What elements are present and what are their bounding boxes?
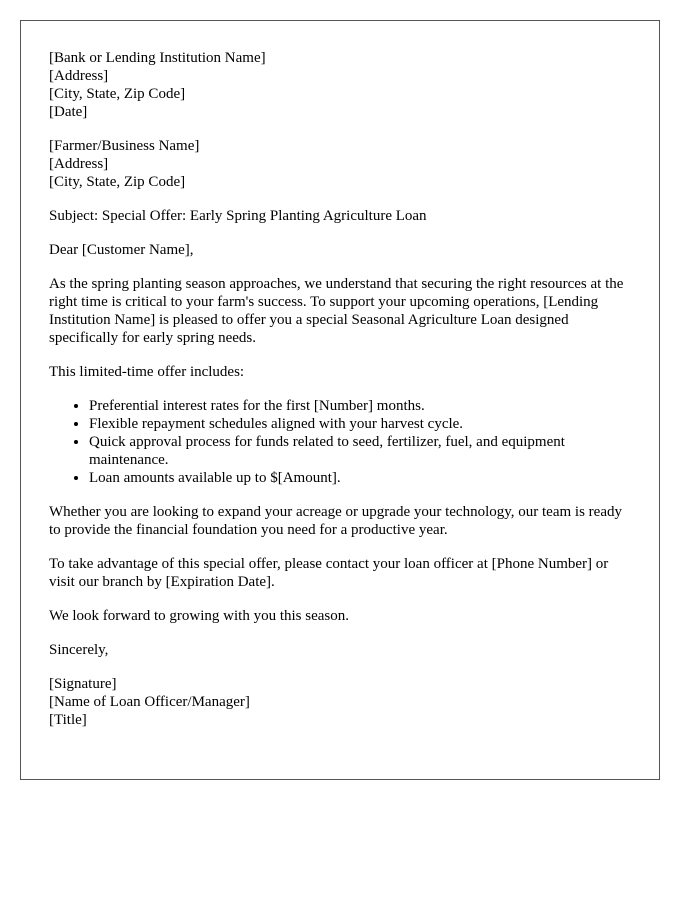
list-item: • Preferential interest rates for the first [Number] months. [89,397,631,415]
closing-salutation: Sincerely, [49,642,109,658]
expand-paragraph: Whether you are looking to expand your acreage or upgrade your technology, our team is ready to provide the financial foundation you need for a productive year. [49,504,622,538]
sender-institution-name: [Bank or Lending Institution Name] [49,50,266,66]
signature-block [49,675,631,729]
closing-note-paragraph: We look forward to growing with you this season. [49,608,349,624]
recipient-address: [Address] [49,156,109,172]
letter-page [20,20,660,780]
salutation: Dear [Customer Name], [49,242,194,258]
recipient-address-block [49,137,631,191]
recipient-name: [Farmer/Business Name] [49,138,200,154]
list-item: • Loan amounts available up to $[Amount]. [89,469,631,487]
intro-paragraph: As the spring planting season approaches, we understand that securing the right resources at the right time is critical to your farm's success. To support your upcoming operations, [Lending Institution Name] is pleased to offer you a special Seasonal Agriculture Loan designed specifically for early spring needs. [49,276,624,346]
letter-date: [Date] [49,104,88,120]
list-item: • Quick approval process for funds related to seed, fertilizer, fuel, and equipment maintenance. [89,433,631,469]
subject-line: Subject: Special Offer: Early Spring Planting Agriculture Loan [49,208,427,224]
sender-address: [Address] [49,68,109,84]
signature-line: [Signature] [49,676,117,692]
officer-title: [Title] [49,712,87,728]
officer-name: [Name of Loan Officer/Manager] [49,694,250,710]
contact-paragraph: To take advantage of this special offer, please contact your loan officer at [Phone Number] or visit our branch by [Expiration Date]. [49,556,609,590]
sender-city-state-zip: [City, State, Zip Code] [49,86,186,102]
offer-list [49,397,631,487]
sender-address-block [49,49,631,121]
list-item: • Flexible repayment schedules aligned with your harvest cycle. [89,415,631,433]
recipient-city-state-zip: [City, State, Zip Code] [49,174,186,190]
offer-lead-paragraph: This limited-time offer includes: [49,364,245,380]
